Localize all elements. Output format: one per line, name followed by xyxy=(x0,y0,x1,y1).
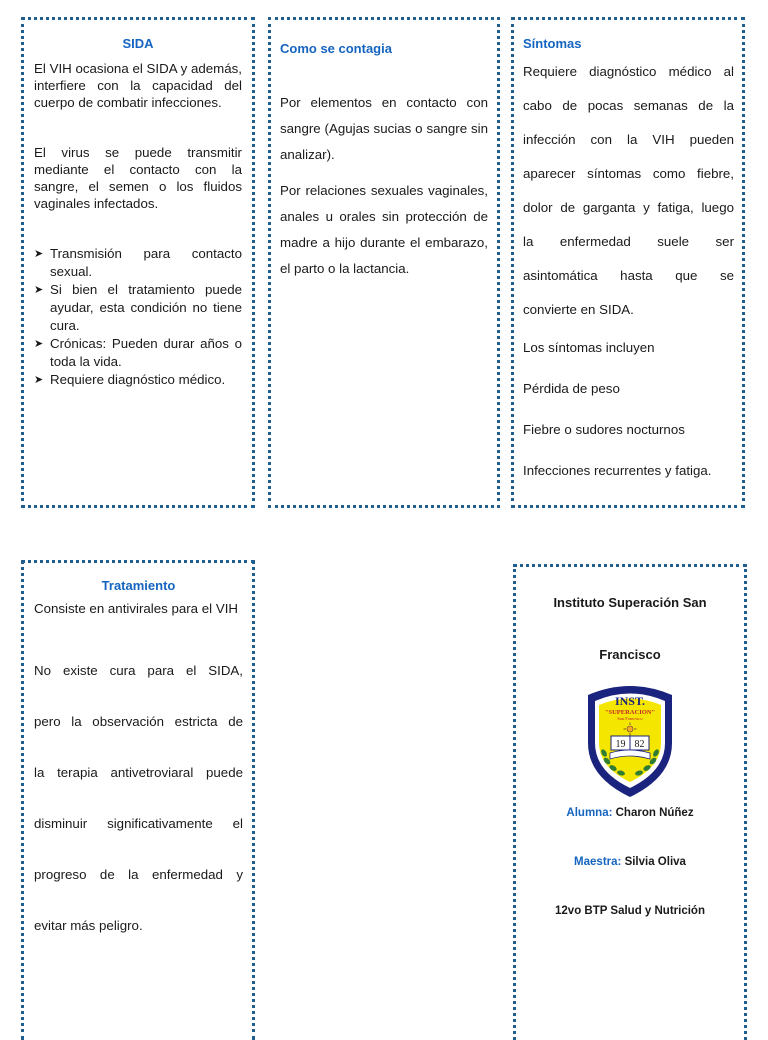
logo-year-b: 82 xyxy=(634,739,645,750)
school-crest-logo-icon xyxy=(580,681,680,801)
institute-name-line-1: Instituto Superación San xyxy=(553,595,707,610)
alumna-credit xyxy=(522,807,738,819)
sintomas-item: Pérdida de peso xyxy=(523,381,620,396)
arrow-bullet-icon: ➤ xyxy=(34,284,44,296)
sintomas-line: Requiere diagnóstico médico al xyxy=(523,64,734,79)
tratamiento-first-paragraph: Consiste en antivirales para el VIH xyxy=(34,601,238,616)
tratamiento-line: la terapia antivetroviaral puede xyxy=(34,765,243,780)
contagio-paragraph-2: Por relaciones sexuales vaginales, anales u orales sin protección de madre a hijo durante el embarazo, el parto o la lactancia. xyxy=(280,183,488,276)
course-name: 12vo BTP Salud y Nutrición xyxy=(555,905,705,917)
sida-paragraph-2: El virus se puede transmitir mediante el contacto con la sangre, el semen o los fluidos vaginales infectados. xyxy=(34,145,242,211)
alumna-name: Charon Núñez xyxy=(615,807,694,819)
list-item: ➤ Requiere diagnóstico médico. xyxy=(34,372,226,387)
logo-inst-text: INST. xyxy=(614,694,646,708)
maestra-name: Silvia Oliva xyxy=(624,856,686,868)
sintomas-line: cabo de pocas semanas de la xyxy=(523,98,734,113)
logo-sub-text: San Francisco xyxy=(617,716,643,721)
sintomas-line: convierte en SIDA. xyxy=(523,302,634,317)
institute-name-line-2: Francisco xyxy=(599,647,661,662)
logo-banner-text: "SUPERACION" xyxy=(604,709,656,716)
sintomas-line: la enfermedad suele ser xyxy=(523,234,734,249)
tratamiento-line: disminuir significativamente el xyxy=(34,816,243,831)
sida-title: SIDA xyxy=(122,36,154,51)
contagio-paragraph-1: Por elementos en contacto con sangre (Agujas sucias o sangre sin analizar). xyxy=(280,95,488,162)
arrow-bullet-icon: ➤ xyxy=(34,338,44,350)
alumna-label: Alumna: xyxy=(566,807,613,819)
tratamiento-panel xyxy=(21,560,255,1040)
sintomas-title: Síntomas xyxy=(523,36,582,51)
arrow-bullet-icon: ➤ xyxy=(34,248,44,260)
sida-bullet-list xyxy=(34,245,242,389)
sintomas-line: dolor de garganta y fatiga, luego xyxy=(523,200,734,215)
sintomas-line: asintomática hasta que se xyxy=(523,268,734,283)
sintomas-line: aparecer síntomas como fiebre, xyxy=(523,166,734,181)
contagio-title: Como se contagia xyxy=(280,41,392,56)
instituto-panel xyxy=(513,564,747,1040)
contagio-panel xyxy=(268,17,500,508)
sintomas-line: infección con la VIH pueden xyxy=(523,132,734,147)
list-item: ➤ Crónicas: Pueden durar años o toda la vida. xyxy=(34,336,242,369)
list-item: ➤ Si bien el tratamiento puede ayudar, esta condición no tiene cura. xyxy=(34,282,242,333)
maestra-credit xyxy=(522,856,738,868)
maestra-label: Maestra: xyxy=(574,856,622,868)
sida-panel xyxy=(21,17,255,508)
sintomas-item: Los síntomas incluyen xyxy=(523,340,655,355)
sintomas-item: Fiebre o sudores nocturnos xyxy=(523,422,685,437)
sida-paragraph-1: El VIH ocasiona el SIDA y además, interfiere con la capacidad del cuerpo de combatir infecciones. xyxy=(34,61,242,110)
sintomas-panel xyxy=(511,17,745,508)
tratamiento-line: evitar más peligro. xyxy=(34,918,143,933)
sintomas-item: Infecciones recurrentes y fatiga. xyxy=(523,463,712,478)
logo-year-a: 19 xyxy=(615,739,626,750)
tratamiento-title: Tratamiento xyxy=(101,578,176,593)
arrow-bullet-icon: ➤ xyxy=(34,374,44,386)
list-item: ➤ Transmisión para contacto sexual. xyxy=(34,246,242,279)
tratamiento-line: No existe cura para el SIDA, xyxy=(34,663,243,678)
tratamiento-line: pero la observación estricta de xyxy=(34,714,243,729)
tratamiento-line: progreso de la enfermedad y xyxy=(34,867,243,882)
